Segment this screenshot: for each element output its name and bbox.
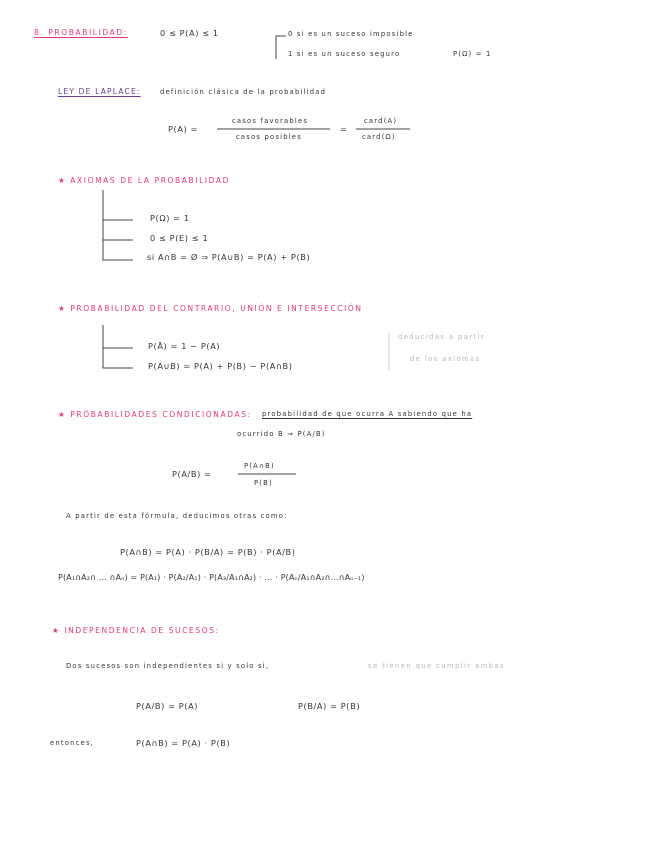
card-denominator: card(Ω) xyxy=(362,133,396,141)
probability-range: 0 ≤ P(A) ≤ 1 xyxy=(160,28,219,38)
laplace-description: definición clásica de la probabilidad xyxy=(160,88,327,96)
axiom-item: 0 ≤ P(E) ≤ 1 xyxy=(150,233,209,243)
chain-rule: P(A₁∩A₂∩ ... ∩Aₙ) = P(A₁) · P(A₂/A₁) · P(A₃/A₁∩A₂) · ... · P(Aₙ/A₁∩A₂∩...∩Aₙ₋₁) xyxy=(58,573,365,582)
case-certain: 1 si es un suceso seguro xyxy=(288,50,401,58)
laplace-denominator: casos posibles xyxy=(236,133,302,141)
contrary-title: ★ PROBABILIDAD DEL CONTRARIO, UNIÓN E INTERSECCIÓN xyxy=(58,304,363,313)
independence-description: Dos sucesos son independientes si y solo si, xyxy=(66,662,270,670)
axioms-note: de los axiomas xyxy=(410,355,481,363)
equals-sign: = xyxy=(340,124,348,134)
laplace-title: LEY DE LAPLACE: xyxy=(58,87,141,96)
axiom-item: P(Ω) = 1 xyxy=(150,213,190,223)
independence-title: ★ INDEPENDENCIA DE SUCESOS: xyxy=(52,626,220,635)
laplace-lhs: P(A) = xyxy=(168,124,198,134)
independence-note: se tienen que cumplir ambas xyxy=(368,662,505,670)
product-rule: P(A∩B) = P(A) · P(B/A) = P(B) · P(A/B) xyxy=(120,547,296,557)
independence-condition: P(B/A) = P(B) xyxy=(298,701,361,711)
case-impossible: 0 si es un suceso imposible xyxy=(288,30,414,38)
independence-formula: P(A∩B) = P(A) · P(B) xyxy=(136,738,231,748)
conditional-description: probabilidad de que ocurra A sabiendo que ha xyxy=(262,410,473,418)
laplace-numerator: casos favorables xyxy=(232,117,309,125)
conditional-denominator: P(B) xyxy=(254,479,273,487)
conditional-description-2: ocurrido B ⇒ P(A/B) xyxy=(237,430,326,438)
card-numerator: card(A) xyxy=(364,117,398,125)
conditional-title: ★ PROBABILIDADES CONDICIONADAS: xyxy=(58,410,252,419)
conditional-lhs: P(A/B) = xyxy=(172,469,212,479)
section-title: 8. PROBABILIDAD: xyxy=(34,28,128,37)
axioms-title: ★ AXIOMAS DE LA PROBABILIDAD xyxy=(58,176,231,185)
contrary-item: P(A∪B) = P(A) + P(B) − P(A∩B) xyxy=(148,361,293,371)
then-label: entonces, xyxy=(50,739,95,747)
conditional-numerator: P(A∩B) xyxy=(244,462,275,470)
deduce-text: A partir de esta fórmula, deducimos otras como: xyxy=(66,512,288,520)
independence-condition: P(A/B) = P(A) xyxy=(136,701,199,711)
axioms-note: deducidas a partir xyxy=(398,333,486,341)
certain-equation: P(Ω) = 1 xyxy=(453,50,492,58)
contrary-item: P(Ā) = 1 − P(A) xyxy=(148,341,221,351)
axiom-item: si A∩B = Ø ⇒ P(A∪B) = P(A) + P(B) xyxy=(147,252,311,262)
